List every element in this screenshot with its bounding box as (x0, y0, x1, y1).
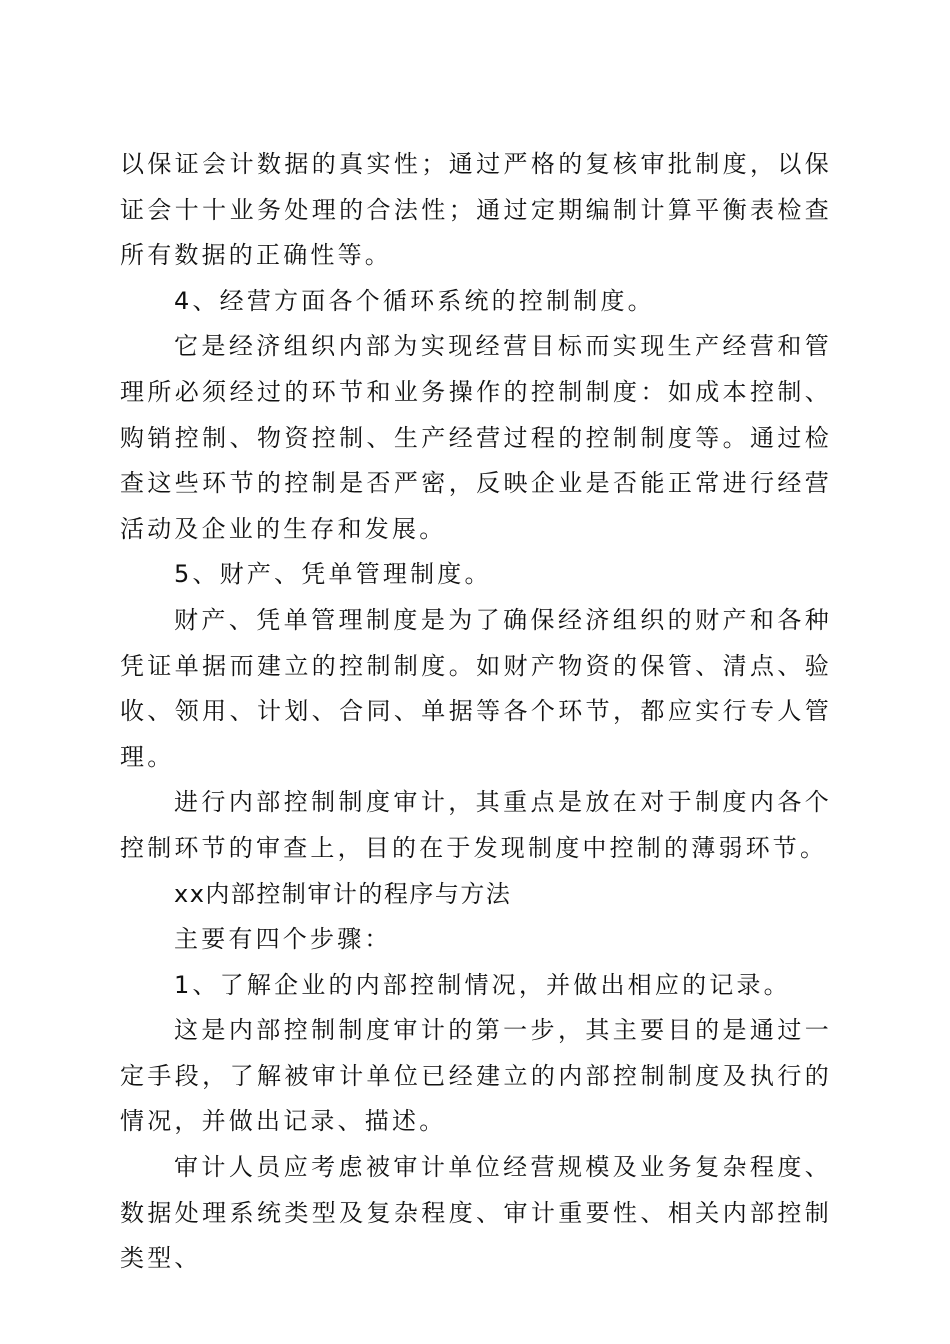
paragraph-7-heading: xx内部控制审计的程序与方法 (174, 879, 512, 908)
paragraph-10: 这是内部控制制度审计的第一步，其主要目的是通过一定手段，了解被审计单位已经建立的内部控制制度及执行的情况，并做出记录、描述。 (120, 1016, 832, 1136)
paragraph-1: 以保证会计数据的真实性；通过严格的复核审批制度，以保证会十十业务处理的合法性；通过定期编制计算平衡表检查所有数据的正确性等。 (120, 150, 832, 270)
paragraph-5: 财产、凭单管理制度是为了确保经济组织的财产和各种凭证单据而建立的控制制度。如财产物资的保管、清点、验收、领用、计划、合同、单据等各个环节，都应实行专人管理。 (120, 605, 832, 771)
paragraph-6: 进行内部控制制度审计，其重点是放在对于制度内各个控制环节的审查上，目的在于发现制度中控制的薄弱环节。 (120, 788, 832, 862)
paragraph-8: 主要有四个步骤： (174, 925, 392, 954)
paragraph-3: 它是经济组织内部为实现经营目标而实现生产经营和管理所必须经过的环节和业务操作的控制制度：如成本控制、购销控制、物资控制、生产经营过程的控制制度等。通过检查这些环节的控制是否严密，反映企业是否能正常进行经营活动及企业的生存和发展。 (120, 332, 832, 543)
paragraph-2-section-heading: 4、经营方面各个循环系统的控制制度。 (174, 286, 655, 315)
paragraph-9-step-heading: 1、了解企业的内部控制情况，并做出相应的记录。 (174, 970, 791, 999)
paragraph-4-section-heading: 5、财产、凭单管理制度。 (174, 560, 492, 589)
document-body (120, 142, 832, 1282)
paragraph-11: 审计人员应考虑被审计单位经营规模及业务复杂程度、数据处理系统类型及复杂程度、审计重要性、相关内部控制类型、 (120, 1153, 832, 1273)
